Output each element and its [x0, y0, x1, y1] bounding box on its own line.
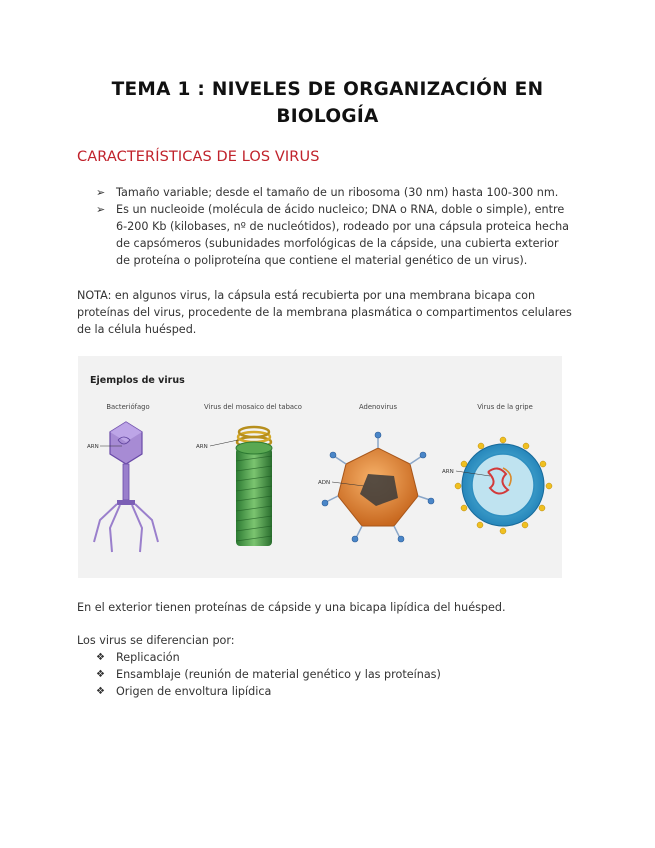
differ-intro: Los virus se diferencian por: [77, 634, 235, 647]
panel-name-tmv: Virus del mosaico del tabaco [204, 403, 302, 411]
panel-name-bacteriophage: Bacteriófago [106, 403, 150, 411]
influenza-drawing [442, 437, 552, 534]
list-item [96, 683, 441, 700]
influenza-rna-label: ARN [442, 469, 454, 475]
page-title: TEMA 1 : NIVELES DE ORGANIZACIÓN EN BIOLOGÍA [111, 79, 544, 127]
list-item [96, 184, 576, 201]
arrow-bullet-icon: ➢ [96, 186, 106, 199]
tmv-rna-label: ARN [196, 444, 208, 450]
diamond-bullet-icon: ❖ [96, 686, 105, 697]
list-item-text: Tamaño variable; desde el tamaño de un ribosoma (30 nm) hasta 100-300 nm. [116, 186, 559, 199]
list-item [96, 649, 441, 666]
diamond-bullet-icon: ❖ [96, 669, 105, 680]
differences-list [96, 649, 441, 700]
list-item [96, 666, 441, 683]
list-item [96, 201, 576, 269]
arrow-bullet-icon: ➢ [96, 203, 106, 216]
tmv-drawing [196, 427, 272, 546]
panel-name-adenovirus: Adenovirus [358, 403, 398, 411]
figure-title: Ejemplos de virus [90, 375, 185, 386]
note-paragraph: NOTA: en algunos virus, la cápsula está recubierta por una membrana bicapa con proteínas del virus, procedente de la membrana plasmática o compartimentos celulares de la célula huésped. [77, 289, 572, 336]
list-item-text: Origen de envoltura lipídica [116, 685, 272, 698]
bacteriophage-drawing [87, 422, 158, 552]
panel-name-influenza: Virus de la gripe [477, 403, 533, 411]
virus-illustration [78, 356, 562, 578]
virus-examples-figure [78, 356, 562, 578]
adenovirus-dna-label: ADN [318, 480, 331, 486]
diamond-bullet-icon: ❖ [96, 652, 105, 663]
list-item-text: Es un nucleoide (molécula de ácido nucleico; DNA o RNA, doble o simple), entre 6-200 Kb (kilobases, nº de nucleótidos), rodeado por una cápsula proteica hecha de capsómeros (subunidades morfológicas de la cápside, una cubierta exterior de proteína o poliproteína que contiene el material genético de un virus). [116, 203, 570, 267]
adenovirus-drawing [318, 432, 434, 542]
characteristics-list [96, 184, 576, 269]
list-item-text: Replicación [116, 651, 180, 664]
bacteriophage-rna-label: ARN [87, 444, 99, 450]
section-heading: CARACTERÍSTICAS DE LOS VIRUS [77, 149, 320, 165]
list-item-text: Ensamblaje (reunión de material genético y las proteínas) [116, 668, 441, 681]
exterior-paragraph: En el exterior tienen proteínas de cápside y una bicapa lipídica del huésped. [77, 601, 506, 614]
